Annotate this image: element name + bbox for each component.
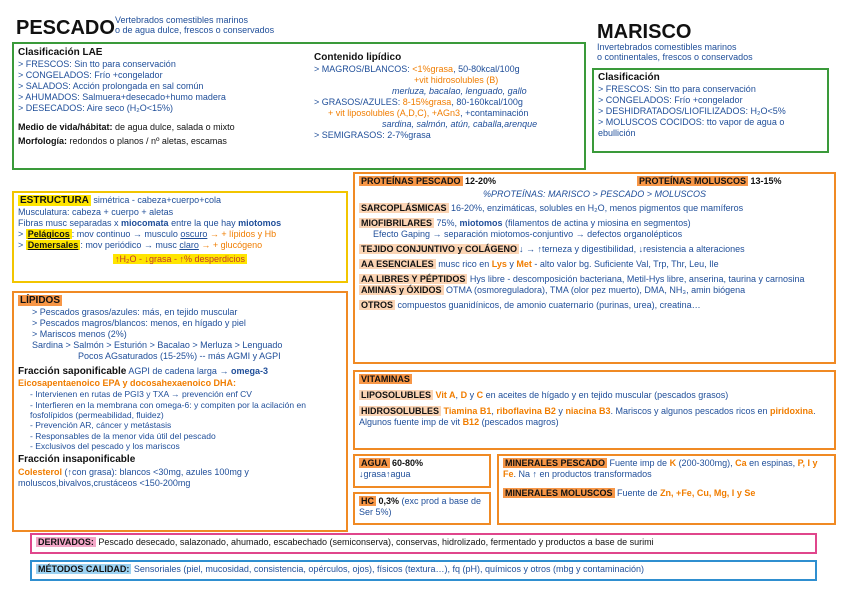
marisco-title: MARISCO [597, 21, 692, 43]
aminas-line: AMINAS y ÓXIDOS OTMA (osmoreguladora), TMA (olor pez muerto), DMA, NH₃, amin biógena [361, 284, 746, 295]
estructura-pelagicos: > Pelágicos : mov continuo → musculo oscuro → + lípidos y Hb [18, 229, 277, 240]
marisco-item-deshidratados: > DESHIDRATADOS/LIOFILIZADOS: H₂O<5% [598, 106, 786, 117]
lipid-grasos-vit: + vit liposolubles (A,D,C), +AGn3, +contaminación [328, 108, 529, 119]
marisco-subtitle [597, 42, 753, 63]
habitat-text: de agua dulce, salada o mixto [112, 122, 235, 133]
lipid-content-title: Contenido lipídico [314, 52, 402, 63]
agua-text: ↓grasa↑agua [359, 468, 411, 479]
lipid-semigrasos: > SEMIGRASOS: 2-7%grasa [314, 130, 431, 140]
bullet-4: - Responsables de la menor vida útil del pescado [30, 430, 216, 441]
marisco-subtitle-2: o continentales, frescos o conservados [597, 52, 753, 63]
habitat-label: Medio de vida/hábitat: [18, 122, 113, 133]
conjuntivo-line: TEJIDO CONJUNTIVO y COLÁGENO ↓ → ↑terneza y digestibilidad, ↓resistencia a alteraciones [361, 243, 745, 254]
bullet-1: - Intervienen en rutas de PGI3 y TXA → prevención enf CV [30, 389, 252, 400]
hc-box [353, 492, 491, 525]
marisco-item-congelados: > CONGELADOS: Frío +congelador [598, 95, 743, 106]
otros-line: OTROS compuestos guanidínicos, de amonio cuaternario (purinas, urea), creatina… [361, 299, 701, 310]
marisco-subtitle-1: Invertebrados comestibles marinos [597, 42, 737, 52]
lae-item-congelados: > CONGELADOS: Frío +congelador [18, 70, 163, 81]
lipidos-item-mariscos: > Mariscos menos (2%) [32, 329, 127, 340]
lipid-magros: > MAGROS/BLANCOS: <1%grasa, 50-80kcal/100g [314, 64, 520, 75]
marisco-item-cocidos: > MOLUSCOS COCIDOS: tto vapor de agua o ebullición [598, 117, 785, 139]
proteinas-header [359, 176, 830, 189]
proteinas-box [353, 172, 836, 364]
minerales-pescado-line: MINERALES PESCADO Fuente imp de K (200-300mg), Ca en espinas, P, I y Fe. Na ↑ en productos transformados [503, 458, 818, 479]
estructura-box [12, 191, 348, 283]
hc-line: HC 0,3% (exc prod a base de Ser 5%) [359, 496, 482, 517]
pescado-title: PESCADO [16, 17, 115, 39]
bullet-3: - Prevención AR, cáncer y metástasis [30, 420, 172, 431]
lipidos-ag: Pocos AGsaturados (15-25%) -- más AGMI y AGPI [78, 351, 281, 362]
estructura-line-2: Musculatura: cabeza + cuerpo + aletas [18, 207, 174, 218]
hidrosolubles-line: HIDROSOLUBLES Tiamina B1, riboflavina B2 y niacina B3. Mariscos y algunos pescados ricos en piridoxina. Algunos fuente imp de vit B12 (pescados magros) [359, 405, 816, 427]
estructura-footer-wrap [18, 254, 342, 265]
pescado-subtitle-1: Vertebrados comestibles marinos [115, 15, 249, 25]
aa-esenciales-line: AA ESENCIALES musc rico en Lys y Met - alto valor bg. Suficiente Val, Trp, Thr, Leu, Ile [361, 258, 719, 269]
agua-line: AGUA 60-80% [361, 458, 424, 468]
insaponificable-title: Fracción insaponificable [18, 454, 136, 466]
pescado-subtitle-2: o de agua dulce, frescos o conservados [115, 25, 275, 36]
estructura-footer: ↑H₂O - ↓grasa - ↑% desperdicios [114, 254, 246, 265]
metodos-line: MÉTODOS CALIDAD: Sensoriales (piel, mucosidad, consistencia, opérculos, ojos), físicos (textura…), fq (pH), químicos y otros (mbg y contaminación) [38, 564, 645, 574]
epa-dha-line: Eicosapentaenoico EPA y docosahexaenoico DHA: [18, 378, 237, 389]
morfologia-label: Morfología: [18, 136, 67, 146]
lae-item-frescos: > FRESCOS: Sin tto para conservación [18, 59, 176, 70]
pescado-classification-box [12, 42, 586, 170]
miofibrilares-line: MIOFIBRILARES 75%, miotomos (filamentos de actina y miosina en segmentos) [361, 217, 691, 228]
marisco-clas-title: Clasificación [598, 72, 660, 83]
minerales-box [497, 454, 836, 525]
sarcoplasmicas-line: SARCOPLÁSMICAS 16-20%, enzimáticas, solubles en H₂O, menos pigmentos que mamíferos [361, 202, 744, 213]
derivados-line: DERIVADOS: Pescado desecado, salazonado, ahumado, escabechado (semiconserva), conservas, hidrolizado, fermentado y productos a base de surimi [38, 537, 654, 547]
agua-box [353, 454, 491, 488]
proteinas-moluscos: PROTEÍNAS MOLUSCOS 13-15% [639, 176, 782, 186]
derivados-box [30, 533, 817, 554]
minerales-moluscos-line: MINERALES MOLUSCOS Fuente de Zn, +Fe, Cu, Mg, I y Se [505, 487, 756, 498]
bullet-5: - Exclusivos del pescado y los mariscos [30, 440, 180, 451]
gaping-line: Efecto Gaping → separación miotomos-conjuntivo → defectos organolépticos [373, 228, 683, 239]
estructura-line-3: Fibras musc separadas x miocomata entre la que hay miotomos [18, 218, 282, 229]
marisco-item-frescos: > FRESCOS: Sin tto para conservación [598, 84, 756, 95]
marisco-classification-box [592, 68, 829, 153]
lipid-grasos: > GRASOS/AZULES: 8-15%grasa, 80-160kcal/100g [314, 97, 523, 108]
lipidos-order: Sardina > Salmón > Esturión > Bacalao > Merluza > Lenguado [32, 340, 283, 351]
proteinas-ranking: %PROTEÍNAS: MARISCO > PESCADO > MOLUSCOS [482, 189, 707, 199]
lae-title: Clasificación LAE [18, 47, 103, 58]
lipid-grasos-examples: sardina, salmón, atún, caballa,arenque [382, 119, 538, 130]
pescado-subtitle [115, 15, 274, 36]
omega3-bullets [18, 389, 342, 451]
morfologia-text: redondos o planos / nº aletas, escamas [67, 136, 227, 146]
lipidos-item-magros: > Pescados magros/blancos: menos, en hígado y piel [32, 318, 246, 329]
morfologia-line [18, 136, 308, 147]
lipidos-title: LÍPIDOS [20, 295, 61, 306]
lipidos-item-grasos: > Pescados grasos/azules: más, en tejido muscular [32, 307, 238, 318]
vitaminas-box [353, 370, 836, 450]
lae-item-ahumados: > AHUMADOS: Salmuera+desecado+humo madera [18, 92, 226, 103]
proteinas-pescado: PROTEÍNAS PESCADO 12-20% [361, 176, 497, 186]
lipidos-box [12, 291, 348, 532]
estructura-title: ESTRUCTURA [20, 195, 89, 206]
habitat-line [18, 122, 308, 133]
colesterol-line: Colesterol (↑con grasa): blancos <30mg, azules 100mg y moluscos,bivalvos,crustáceos <150-200mg [18, 466, 249, 488]
estructura-demersales: > Demersales : mov periódico → musc claro → + glucógeno [18, 240, 263, 251]
estructura-line-1: ESTRUCTURA simétrica - cabeza+cuerpo+cola [20, 195, 221, 206]
lae-item-desecados: > DESECADOS: Aire seco (H₂O<15%) [18, 103, 174, 114]
aa-libres-line: AA LIBRES Y PÉPTIDOS Hys libre - descomposición bacteriana, Metil-Hys libre, anserina, taurina y carnosina [361, 273, 805, 284]
liposolubles-line: LIPOSOLUBLES Vit A, D y C en aceites de hígado y en tejido muscular (pescados grasos) [361, 389, 729, 400]
bullet-2: - Interfieren en la membrana con omega-6: y compiten por la acilación en fosfolípidos (permeabilidad, fluidez) [30, 399, 306, 420]
vitaminas-title: VITAMINAS [361, 374, 410, 384]
metodos-box [30, 560, 817, 581]
lipid-magros-examples: merluza, bacalao, lenguado, gallo [392, 86, 527, 97]
lipid-magros-vit: +vit hidrosolubles (B) [414, 75, 499, 86]
saponificable-line: Fracción saponificable AGPI de cadena larga → omega-3 [18, 366, 268, 378]
lae-item-salados: > SALADOS: Acción prolongada en sal común [18, 81, 204, 92]
